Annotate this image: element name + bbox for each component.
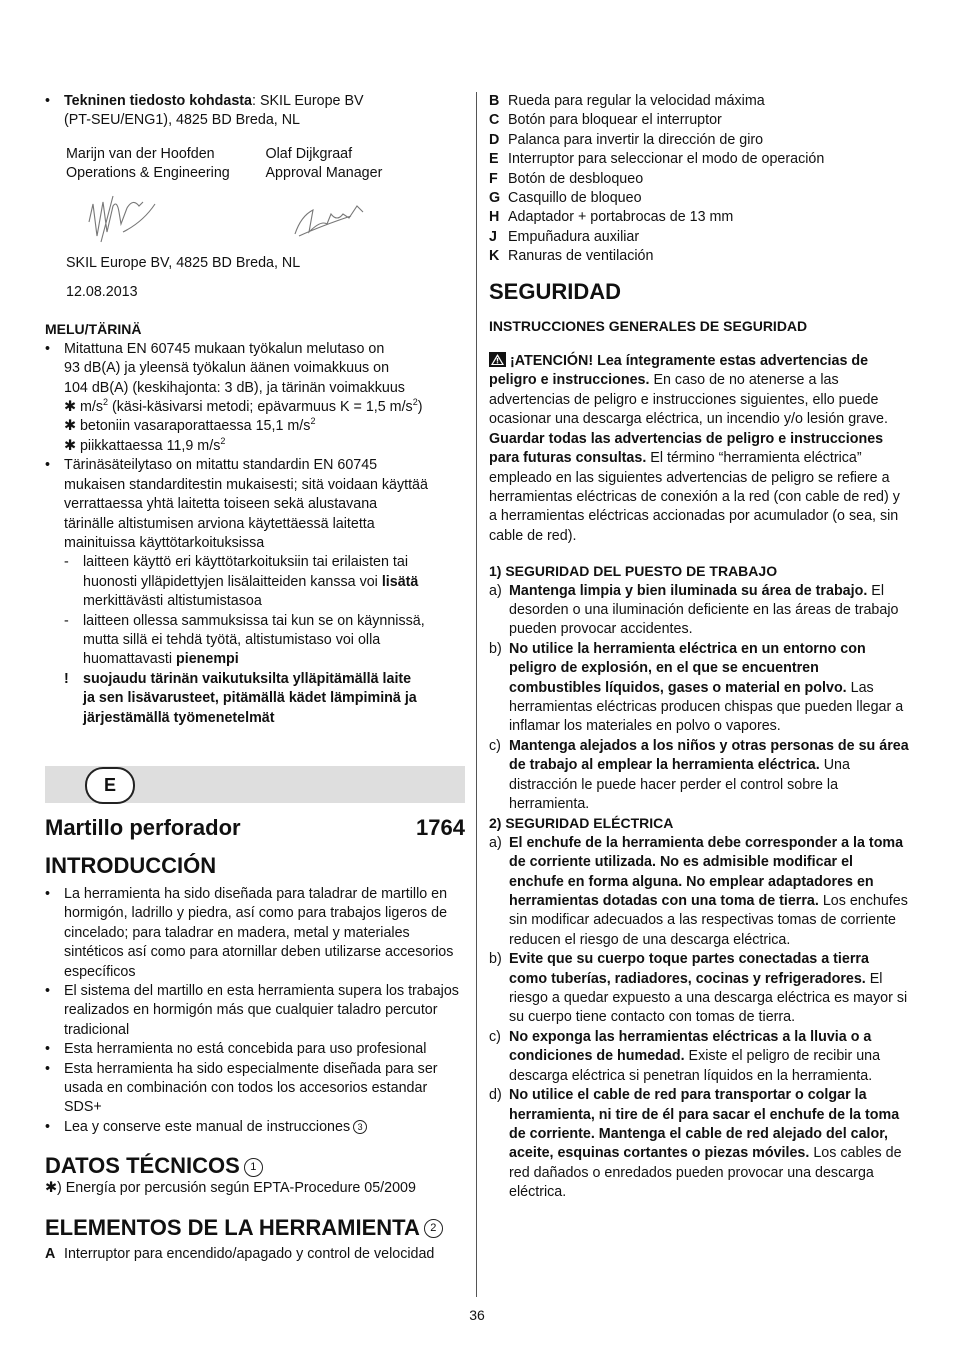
item-text: Las herramientas eléctricas producen chispas que pueden llegar a inflamar los materiales en polvo o vapores. <box>509 679 904 735</box>
element-e <box>489 150 910 169</box>
element-a: A Interruptor para encendido/apagado y control de velocidad <box>45 1245 435 1262</box>
element-text: Palanca para invertir la dirección de giro <box>508 131 764 148</box>
general-safety-heading: INSTRUCCIONES GENERALES DE SEGURIDAD <box>489 317 808 334</box>
item-bold-text: No utilice la herramienta eléctrica en un entorno con peligro de explosión, en el que se encuentren combustibles líquidos, gases o material en polvo. <box>509 640 866 696</box>
element-text: Casquillo de bloqueo <box>508 190 642 207</box>
language-badge: E <box>85 767 135 804</box>
element-f <box>489 170 910 189</box>
electrical-safety-item-c <box>489 1028 910 1086</box>
company-address: SKIL Europe BV, 4825 BD Breda, NL <box>66 254 301 271</box>
tech-file-text: : SKIL Europe BV <box>252 93 364 109</box>
page-number: 36 <box>469 1307 485 1323</box>
intro-bullet-5: • Lea y conserve este manual de instrucciones 3 <box>45 1118 465 1137</box>
item-bold-text: Evite que su cuerpo toque partes conectadas a tierra como tuberías, radiadores, cocinas y refrigeradores. <box>509 951 869 987</box>
signatory-1-name: Marijn van der Hoofden <box>66 145 215 162</box>
element-text: Empuñadura auxiliar <box>508 228 640 245</box>
vibration-sub-item-2: - laitteen ollessa sammuksissa tai kun se on käynnissä, mutta sillä ei tehdä työtä, altistumistaso voi olla huomattavasti pienempi <box>64 612 425 668</box>
warning-triangle-icon <box>489 352 506 367</box>
signature-2-image <box>291 196 371 246</box>
figure-ref-3: 3 <box>353 1120 367 1134</box>
declaration-date: 12.08.2013 <box>66 284 138 301</box>
item-bold-text: Mantenga limpia y bien iluminada su área de trabajo. <box>509 582 868 599</box>
item-label: b) <box>489 951 502 968</box>
language-bar <box>45 766 465 803</box>
element-text: Interruptor para seleccionar el modo de operación <box>508 151 825 168</box>
product-name: Martillo perforador <box>45 814 241 840</box>
elements-list <box>489 92 910 267</box>
item-bold-text: Mantenga alejados a los niños y otras personas de su área de trabajo al emplear la herramienta eléctrica. <box>509 737 909 774</box>
electrical-safety-heading: 2) SEGURIDAD ELÉCTRICA <box>489 815 674 832</box>
figure-ref-1: 1 <box>244 1158 263 1177</box>
column-divider <box>476 92 477 1297</box>
workplace-safety-item-b <box>489 640 910 737</box>
element-label: E <box>489 151 499 168</box>
item-label: c) <box>489 737 501 754</box>
element-label: J <box>489 228 497 245</box>
intro-bullet-3: • Esta herramienta no está concebida para uso profesional <box>45 1040 465 1059</box>
signatory-2-role: Approval Manager <box>265 165 383 182</box>
workplace-safety-item-c <box>489 737 910 815</box>
electrical-safety-item-b <box>489 950 910 1028</box>
tech-file-bullet <box>45 92 465 131</box>
figure-ref-2: 2 <box>424 1219 443 1238</box>
item-bold-text: El enchufe de la herramienta debe corresponder a la toma de corriente utilizada. No es admisible modificar el enchufe en forma alguna. No emplear adaptadores en herramientas dotadas con una toma de tierra. <box>509 834 904 910</box>
item-text: Los enchufes sin modificar adecuados a las respectivas tomas de corriente reducen el riesgo de una descarga eléctrica. <box>509 893 908 948</box>
workplace-safety-item-a <box>489 582 910 640</box>
signature-1-image <box>83 192 163 252</box>
item-text: Una distracción le puede hacer perder el control sobre la herramienta. <box>509 757 850 812</box>
noise-vibration-heading: MELU/TÄRINÄ <box>45 321 142 338</box>
item-label: a) <box>489 582 502 599</box>
right-column <box>489 92 910 1203</box>
tech-file-label: Tekninen tiedosto kohdasta <box>64 93 253 109</box>
workplace-safety-heading: 1) SEGURIDAD DEL PUESTO DE TRABAJO <box>489 563 778 580</box>
element-text: Ranuras de ventilación <box>508 248 654 265</box>
signatory-names <box>45 145 465 184</box>
safety-heading: SEGURIDAD <box>489 278 622 304</box>
element-d <box>489 131 910 150</box>
intro-bullet-4: • Esta herramienta ha sido especialmente diseñada para ser usada en combinación con todos los accesorios estandar SDS+ <box>45 1060 465 1118</box>
vibration-sub-item-1: - laitteen käyttö eri käyttötarkoituksiin tai erilaisten tai huonosti ylläpidettyjen lisälaitteiden kanssa voi lisätä merkittävästi altistumistasoa <box>64 554 419 610</box>
item-label: d) <box>489 1087 502 1104</box>
item-text: El desorden o una iluminación deficiente en las áreas de trabajo pueden provocar accidentes. <box>509 582 899 638</box>
signatory-2-name: Olaf Dijkgraaf <box>265 145 353 162</box>
elements-heading: ELEMENTOS DE LA HERRAMIENTA 2 <box>45 1215 465 1241</box>
element-c <box>489 111 910 130</box>
product-number: 1764 <box>416 814 465 840</box>
item-bold-text: No utilice el cable de red para transportar o colgar la herramienta, ni tire de él para sacar el enchufe de la toma de corriente. Mantenga el cable de red alejado del calor, aceite, esquinas cortantes o piezas móviles. <box>509 1087 900 1162</box>
element-label: H <box>489 209 500 226</box>
element-b <box>489 92 910 111</box>
item-text: Los cables de red dañados o enredados pueden provocar una descarga eléctrica. <box>509 1145 902 1201</box>
tech-data-note: ✱) Energía por percusión según EPTA-Procedure 05/2009 <box>45 1180 416 1197</box>
item-label: c) <box>489 1028 501 1045</box>
element-j <box>489 228 910 247</box>
item-label: a) <box>489 834 502 851</box>
element-label: F <box>489 170 498 187</box>
vibration-bullet: • Tärinäsäteilytaso on mitattu standardin EN 60745 mukaisen standarditestin mukaisesti; sitä voidaan käyttää verrattaessa yhtä laitetta toiseen sekä alustavana tärinälle altistumisen arviona käytettäessä laitetta mainituissa käyttötarkoituksissa <box>45 456 465 553</box>
element-text: Botón de desbloqueo <box>508 170 644 187</box>
tech-file-address: (PT-SEU/ENG1), 4825 BD Breda, NL <box>64 112 300 129</box>
element-h <box>489 208 910 227</box>
safety-warning-paragraph: ¡ATENCIÓN! Lea íntegramente estas advertencias de peligro e instrucciones. En caso de no atenerse a las advertencias de peligro e instrucciones siguientes, ello puede ocasionar una descarga eléctrica, un incendio y/o lesión grave. Guardar todas las advertencias de peligro e instrucciones para futuras consultas. El término “herramienta eléctrica” empleado en las siguientes advertencias de peligro se refiere a herramientas eléctricas de conexión a la red (con cable de red) y a herramientas eléctricas accionadas por acumulador (o sea, sin cable de red). <box>489 353 900 544</box>
item-bold-text: No exponga las herramientas eléctricas a la lluvia o a condiciones de humedad. <box>509 1028 872 1065</box>
item-text: El riesgo a quedar expuesto a una descarga eléctrica es mayor si su cuerpo tiene contacto con tomas de tierra. <box>509 970 908 1026</box>
workplace-safety-list <box>489 582 910 815</box>
element-label: C <box>489 112 500 129</box>
element-label: K <box>489 248 500 265</box>
signatures <box>45 184 465 254</box>
signatory-1-role: Operations & Engineering <box>66 165 230 182</box>
left-column <box>45 92 465 1264</box>
element-label: B <box>489 93 500 109</box>
electrical-safety-list <box>489 834 910 1203</box>
intro-bullet-2: • El sistema del martillo en esta herramienta supera los trabajos realizados en hormigón más que cualquier taladro percutor tradicional <box>45 982 465 1040</box>
electrical-safety-item-a <box>489 834 910 950</box>
element-label: D <box>489 131 500 148</box>
element-text: Adaptador + portabrocas de 13 mm <box>508 209 734 226</box>
noise-bullet: • Mitattuna EN 60745 mukaan työkalun melutaso on 93 dB(A) ja yleensä työkalun äänen voimakkuus on 104 dB(A) (keskihajonta: 3 dB), ja tärinän voimakkuus ✱ $m/s^2$ (käsi-käsivarsi metodi; epävarmuus K = 1,5 $m/s^2$) ✱ betoniin vasaraporattaessa 15,1 $m/s^2$ ✱ piikkattaessa 11,9 $m/s^2$ <box>45 340 465 456</box>
element-text: Botón para bloquear el interruptor <box>508 112 722 129</box>
element-text: Rueda para regular la velocidad máxima <box>508 93 765 109</box>
element-label: G <box>489 190 501 207</box>
electrical-safety-item-d <box>489 1086 910 1202</box>
product-title <box>45 815 465 841</box>
intro-bullet-1: • La herramienta ha sido diseñada para taladrar de martillo en hormigón, ladrillo y piedra, así como para trabajos ligeros de cincelado; para taladrar en madera, metal y materiales sintéticos así como para atornillar deben utilizarse accesorios específicos <box>45 885 465 982</box>
element-g <box>489 189 910 208</box>
vibration-warning: ! suojaudu tärinän vaikutuksilta ylläpitämällä laite ja sen lisävarusteet, pitämällä kädet lämpiminä ja järjestämällä työmenetelmät <box>64 670 417 726</box>
tech-data-heading: DATOS TÉCNICOS 1 <box>45 1153 465 1179</box>
item-label: b) <box>489 640 502 657</box>
item-text: Existe el peligro de recibir una descarga eléctrica si penetran líquidos en la herramienta. <box>509 1048 881 1084</box>
element-k <box>489 247 910 266</box>
intro-heading: INTRODUCCIÓN <box>45 852 217 878</box>
